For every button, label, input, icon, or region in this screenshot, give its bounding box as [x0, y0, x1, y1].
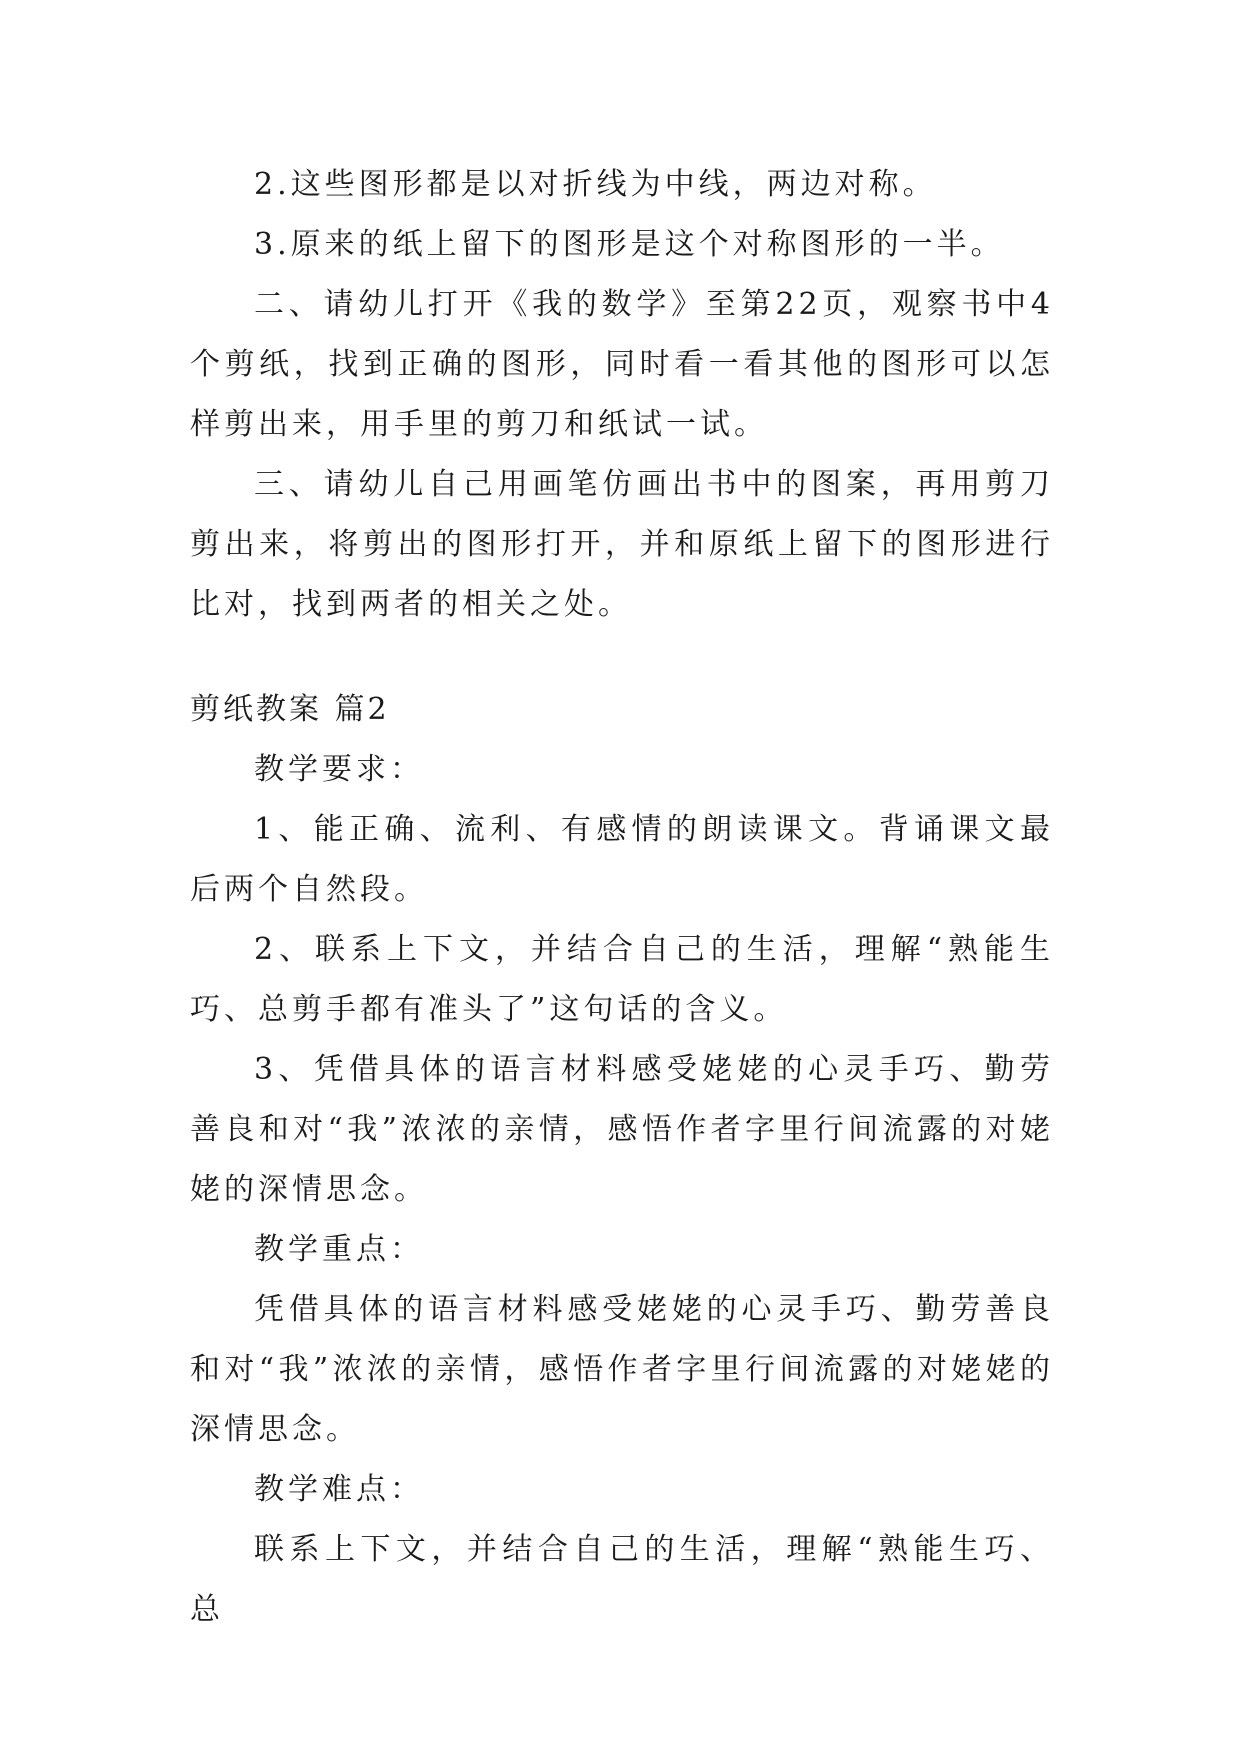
paragraph-point-3: 3.原来的纸上留下的图形是这个对称图形的一半。 — [254, 227, 1005, 262]
requirement-2: 2、联系上下文，并结合自己的生活，理解“熟能生巧、总剪手都有准头了”这句话的含义。 — [190, 932, 1054, 1027]
section-heading: 剪纸教案 篇2 — [190, 692, 390, 727]
teaching-focus-text: 凭借具体的语言材料感受姥姥的心灵手巧、勤劳善良和对“我”浓浓的亲情，感悟作者字里行间流露的对姥姥的深情思念。 — [190, 1292, 1054, 1447]
teaching-difficulty-label: 教学难点： — [254, 1472, 424, 1507]
teaching-requirements-label: 教学要求： — [254, 752, 424, 787]
requirement-1: 1、能正确、流利、有感情的朗读课文。背诵课文最后两个自然段。 — [190, 812, 1054, 907]
requirement-3: 3、凭借具体的语言材料感受姥姥的心灵手巧、勤劳善良和对“我”浓浓的亲情，感悟作者字里行间流露的对姥姥的深情思念。 — [190, 1052, 1054, 1207]
teaching-difficulty-text: 联系上下文，并结合自己的生活，理解“熟能生巧、总 — [190, 1532, 1054, 1627]
paragraph-step-2: 二、请幼儿打开《我的数学》至第22页，观察书中4个剪纸，找到正确的图形，同时看一看其他的图形可以怎样剪出来，用手里的剪刀和纸试一试。 — [190, 287, 1054, 442]
paragraph-point-2: 2.这些图形都是以对折线为中线，两边对称。 — [254, 167, 937, 202]
teaching-focus-label: 教学重点： — [254, 1232, 424, 1267]
paragraph-step-3: 三、请幼儿自己用画笔仿画出书中的图案，再用剪刀剪出来，将剪出的图形打开，并和原纸上留下的图形进行比对，找到两者的相关之处。 — [190, 467, 1054, 622]
